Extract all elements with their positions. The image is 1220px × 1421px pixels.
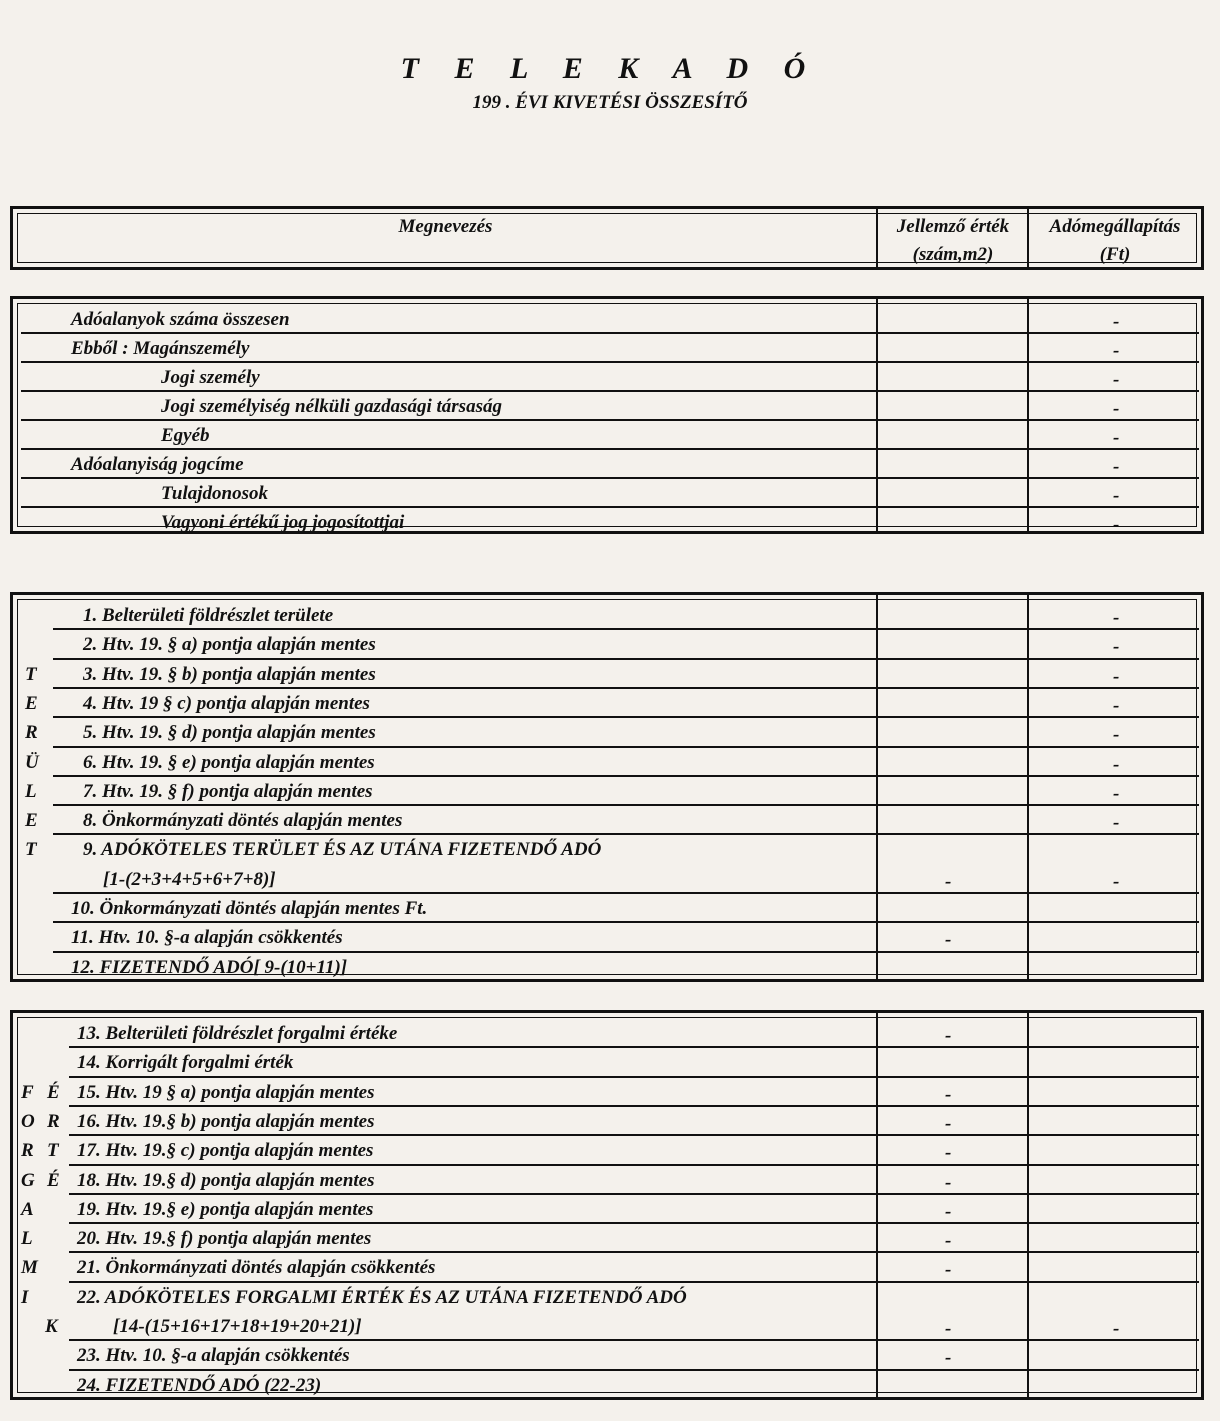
side-letter: T xyxy=(25,839,37,861)
dash-mark: - xyxy=(1113,398,1120,419)
header-tax-line1: Adómegállapítás xyxy=(1049,216,1181,237)
side-letter: L xyxy=(25,780,37,802)
side-letter: T xyxy=(47,1140,59,1162)
side-letter: R xyxy=(21,1140,34,1162)
side-letter: É xyxy=(47,1081,60,1103)
row-label: 11. Htv. 10. §-a alapján csökkentés xyxy=(71,927,343,949)
dash-mark: - xyxy=(1113,812,1120,834)
dash-mark: - xyxy=(945,1083,952,1105)
side-letter: R xyxy=(47,1110,60,1132)
dash-mark: - xyxy=(945,1259,952,1281)
row-label: 10. Önkormányzati döntés alapján mentes Ft. xyxy=(71,898,428,919)
row-label: Adóalanyok száma összesen xyxy=(71,309,290,330)
row-label: 12. FIZETENDŐ ADÓ[ 9-(10+11)] xyxy=(71,956,348,978)
side-letter: G xyxy=(21,1169,35,1191)
dash-mark: - xyxy=(1113,607,1120,628)
row-label: 14. Korrigált forgalmi érték xyxy=(77,1052,294,1074)
row-label: 4. Htv. 19 § c) pontja alapján mentes xyxy=(83,692,370,714)
dash-mark: - xyxy=(945,1171,952,1193)
dash-mark: - xyxy=(1113,782,1120,804)
row-label: Adóalanyiság jogcíme xyxy=(71,454,244,475)
side-letter: Ü xyxy=(25,751,39,773)
dash-mark: - xyxy=(1113,636,1120,658)
taxpayers-section xyxy=(10,296,1204,534)
side-letter: É xyxy=(47,1169,60,1191)
dash-mark: - xyxy=(1113,485,1120,506)
row-label: 2. Htv. 19. § a) pontja alapján mentes xyxy=(83,634,376,656)
row-label: 8. Önkormányzati döntés alapján mentes xyxy=(83,810,403,832)
dash-mark: - xyxy=(945,1318,952,1339)
side-letter: E xyxy=(25,810,38,832)
dash-mark: - xyxy=(945,1142,952,1164)
row-label: 16. Htv. 19.§ b) pontja alapján mentes xyxy=(77,1110,375,1132)
dash-mark: - xyxy=(1113,514,1120,535)
side-letter: O xyxy=(21,1110,35,1132)
row-label: 7. Htv. 19. § f) pontja alapján mentes xyxy=(83,780,373,802)
row-label: 17. Htv. 19.§ c) pontja alapján mentes xyxy=(77,1140,374,1162)
row-label: 22. ADÓKÖTELES FORGALMI ÉRTÉK ÉS AZ UTÁNA FIZETENDŐ ADÓ xyxy=(77,1286,687,1308)
row-label: 21. Önkormányzati döntés alapján csökkentés xyxy=(77,1257,436,1279)
dash-mark: - xyxy=(1113,311,1120,332)
area-section xyxy=(10,592,1204,982)
document-subtitle: 199 . ÉVI KIVETÉSI ÖSSZESÍTŐ xyxy=(472,92,748,113)
header-name: Megnevezés xyxy=(398,216,493,237)
side-letter: I xyxy=(21,1286,29,1308)
side-letter: T xyxy=(25,663,37,685)
side-letter: E xyxy=(25,692,38,714)
side-letter: K xyxy=(45,1316,58,1337)
dash-mark: - xyxy=(1113,1318,1120,1339)
dash-mark: - xyxy=(1113,724,1120,746)
dash-mark: - xyxy=(1113,427,1120,448)
row-label: 20. Htv. 19.§ f) pontja alapján mentes xyxy=(77,1228,372,1250)
row-label: Jogi személyiség nélküli gazdasági társaság xyxy=(161,396,502,417)
market-value-section xyxy=(10,1010,1204,1400)
row-label: 1. Belterületi földrészlet területe xyxy=(83,605,334,626)
dash-mark: - xyxy=(1113,870,1120,892)
header-tax-line2: (Ft) xyxy=(1099,244,1131,265)
dash-mark: - xyxy=(945,1112,952,1134)
row-label: 9. ADÓKÖTELES TERÜLET ÉS AZ UTÁNA FIZETENDŐ ADÓ xyxy=(83,839,602,861)
dash-mark: - xyxy=(945,1230,952,1252)
row-label: 3. Htv. 19. § b) pontja alapján mentes xyxy=(83,663,376,685)
dash-mark: - xyxy=(1113,694,1120,716)
row-label: [14-(15+16+17+18+19+20+21)] xyxy=(113,1316,362,1337)
row-label: Jogi személy xyxy=(161,367,260,388)
dash-mark: - xyxy=(945,1347,952,1369)
dash-mark: - xyxy=(1113,456,1120,477)
row-label: 13. Belterületi földrészlet forgalmi értéke xyxy=(77,1023,398,1044)
row-label: [1-(2+3+4+5+6+7+8)] xyxy=(103,868,276,890)
row-label: Vagyoni értékű jog jogosítottjai xyxy=(161,512,405,533)
row-label: 18. Htv. 19.§ d) pontja alapján mentes xyxy=(77,1169,375,1191)
dash-mark: - xyxy=(945,929,952,951)
header-value-line2: (szám,m2) xyxy=(912,244,994,265)
header-value-line1: Jellemző érték xyxy=(896,216,1010,237)
row-label: 23. Htv. 10. §-a alapján csökkentés xyxy=(77,1345,350,1367)
row-label: 24. FIZETENDŐ ADÓ (22-23) xyxy=(77,1374,322,1396)
side-letter: L xyxy=(21,1228,33,1250)
document-title: T E L E K A D Ó xyxy=(400,52,820,85)
dash-mark: - xyxy=(1113,369,1120,390)
dash-mark: - xyxy=(945,870,952,892)
row-label: Egyéb xyxy=(161,425,210,446)
row-label: Ebből : Magánszemély xyxy=(71,338,250,359)
row-label: 5. Htv. 19. § d) pontja alapján mentes xyxy=(83,722,376,744)
row-label: 15. Htv. 19 § a) pontja alapján mentes xyxy=(77,1081,375,1103)
header-box xyxy=(10,206,1204,270)
row-label: 19. Htv. 19.§ e) pontja alapján mentes xyxy=(77,1198,374,1220)
dash-mark: - xyxy=(945,1025,952,1046)
row-label: 6. Htv. 19. § e) pontja alapján mentes xyxy=(83,751,375,773)
side-letter: F xyxy=(21,1081,34,1103)
row-label: Tulajdonosok xyxy=(161,483,268,504)
dash-mark: - xyxy=(1113,753,1120,775)
side-letter: M xyxy=(21,1257,38,1279)
side-letter: R xyxy=(25,722,38,744)
dash-mark: - xyxy=(945,1200,952,1222)
side-letter: A xyxy=(21,1198,34,1220)
dash-mark: - xyxy=(1113,665,1120,687)
dash-mark: - xyxy=(1113,340,1120,361)
